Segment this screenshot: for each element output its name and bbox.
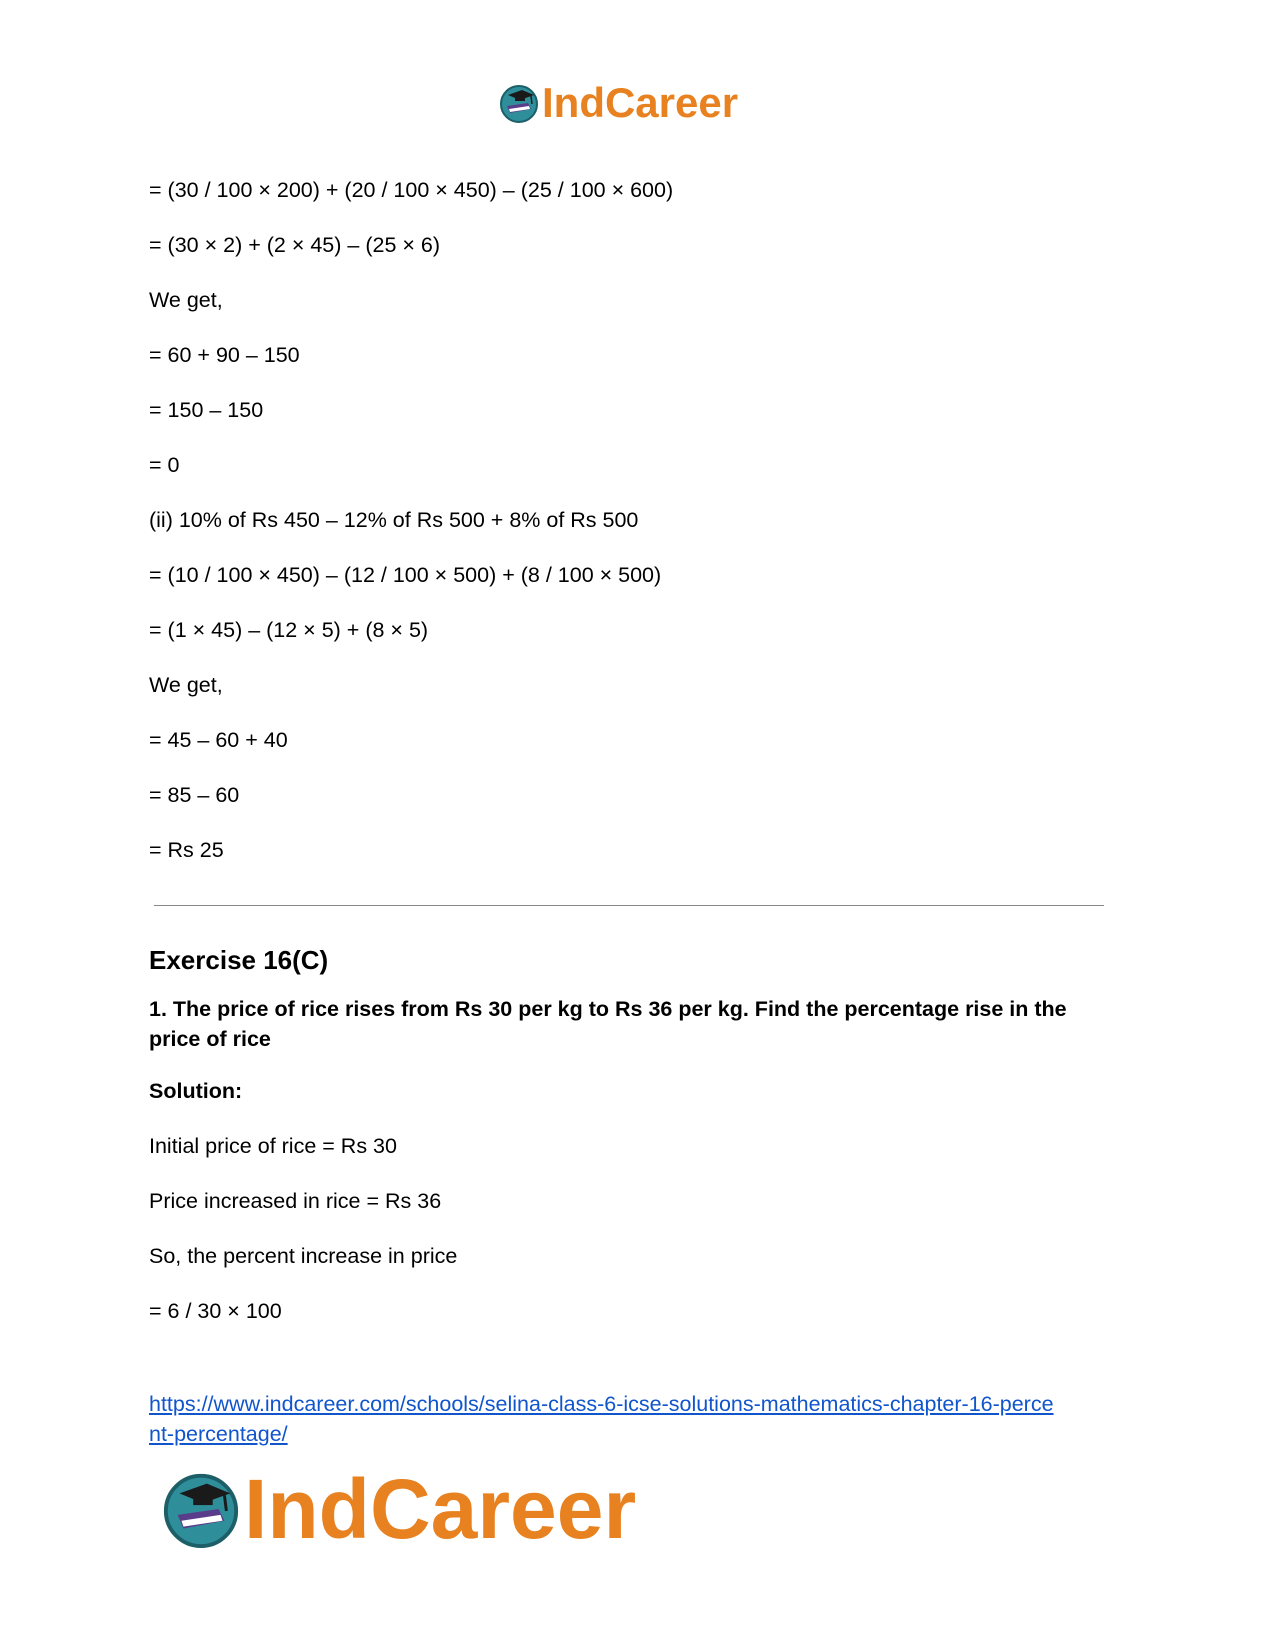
solution-line: = 6 / 30 × 100 bbox=[149, 1299, 282, 1323]
document-body bbox=[149, 177, 1109, 892]
text-line: = 85 – 60 bbox=[149, 783, 240, 807]
graduation-cap-book-globe-icon bbox=[160, 1468, 242, 1550]
text-line: = 150 – 150 bbox=[149, 398, 264, 422]
source-link-line2[interactable]: nt-percentage/ bbox=[149, 1422, 288, 1446]
question-text: 1. The price of rice rises from Rs 30 per kg to Rs 36 per kg. Find the percentage rise in the price of rice bbox=[149, 997, 1067, 1051]
text-line: = (1 × 45) – (12 × 5) + (8 × 5) bbox=[149, 618, 429, 642]
text-line: = Rs 25 bbox=[149, 838, 224, 862]
exercise-section bbox=[149, 944, 1109, 1353]
text-line: = (30 / 100 × 200) + (20 / 100 × 450) – (25 / 100 × 600) bbox=[149, 178, 674, 202]
text-line: = (10 / 100 × 450) – (12 / 100 × 500) + (8 / 100 × 500) bbox=[149, 563, 662, 587]
text-line: = 45 – 60 + 40 bbox=[149, 728, 288, 752]
logo-wordmark: IndCareer bbox=[542, 79, 739, 126]
text-line: We get, bbox=[149, 288, 223, 312]
text-line: = 60 + 90 – 150 bbox=[149, 343, 300, 367]
source-link[interactable] bbox=[149, 1389, 1119, 1449]
solution-line: Initial price of rice = Rs 30 bbox=[149, 1134, 397, 1158]
source-link-line1[interactable]: https://www.indcareer.com/schools/selina-class-6-icse-solutions-mathematics-chapter-16-perce bbox=[149, 1392, 1054, 1416]
section-heading: Exercise 16(C) bbox=[149, 945, 329, 975]
graduation-cap-book-globe-icon bbox=[498, 82, 540, 124]
text-line: (ii) 10% of Rs 450 – 12% of Rs 500 + 8% of Rs 500 bbox=[149, 508, 639, 532]
header-logo bbox=[498, 80, 738, 126]
text-line: = (30 × 2) + (2 × 45) – (25 × 6) bbox=[149, 233, 441, 257]
horizontal-divider bbox=[154, 905, 1104, 906]
text-line: = 0 bbox=[149, 453, 180, 477]
solution-line: So, the percent increase in price bbox=[149, 1244, 458, 1268]
solution-line: Price increased in rice = Rs 36 bbox=[149, 1189, 442, 1213]
text-line: We get, bbox=[149, 673, 223, 697]
solution-label: Solution: bbox=[149, 1079, 243, 1103]
footer-logo bbox=[160, 1461, 637, 1556]
logo-wordmark: IndCareer bbox=[244, 1461, 637, 1556]
